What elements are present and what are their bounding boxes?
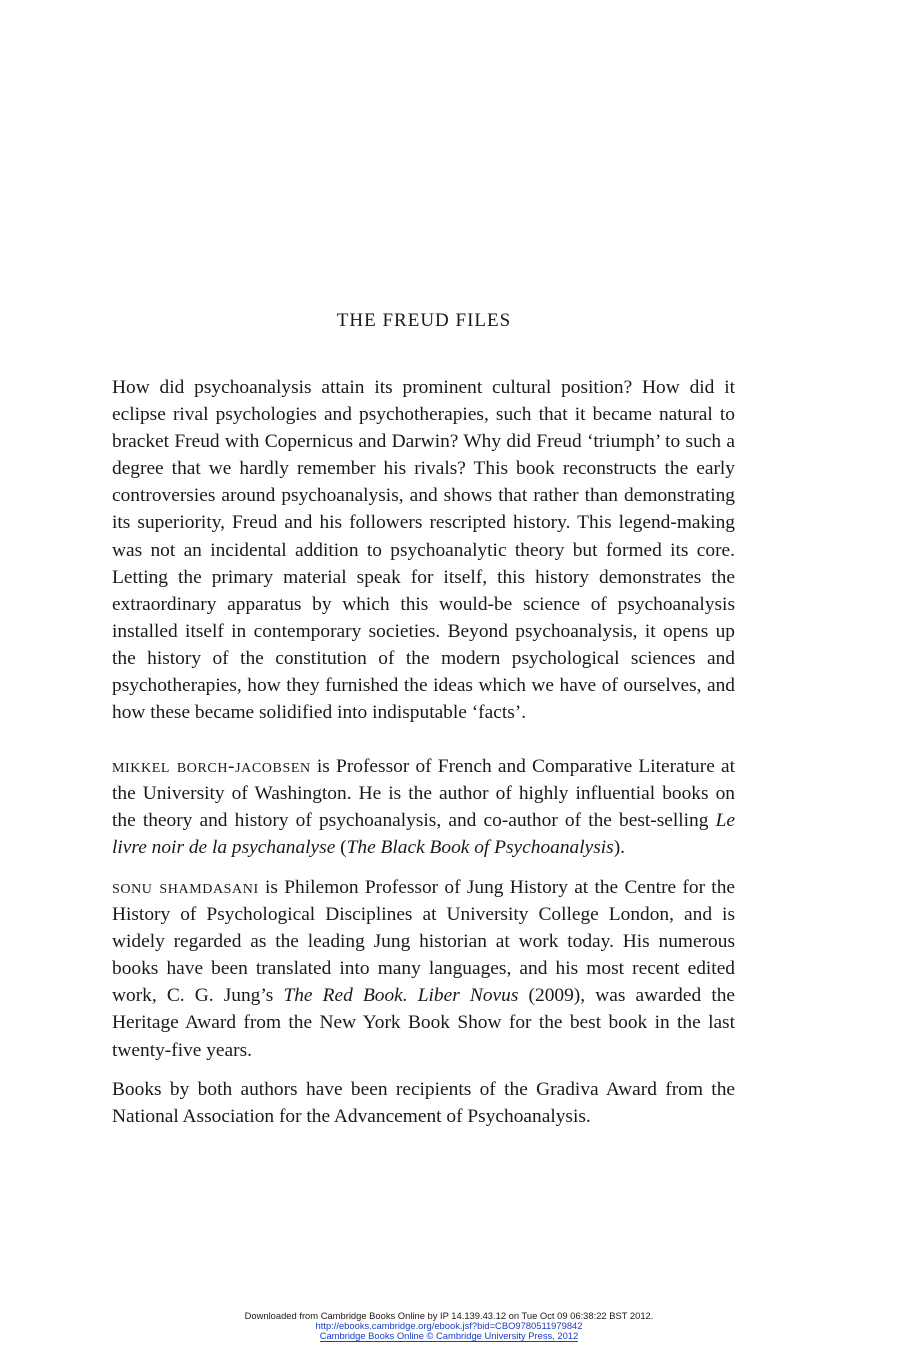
bio-text: is Professor of French and Comparative Literature at the University of Washington. He is the author of highly influential books on the theory and history of psychoanalysis, and co-author of the best-selling bbox=[112, 756, 735, 832]
book-title-french: Le livre noir de la psychanalyse bbox=[112, 810, 735, 859]
bio-text: ( bbox=[335, 837, 347, 859]
bio-text: (2009), was awarded the Heritage Award from the New York Book Show for the best book in the last twenty-five years. bbox=[112, 985, 736, 1061]
download-info: Downloaded from Cambridge Books Online by IP 14.139.43.12 on Tue Oct 09 06:38:22 BST 2012. bbox=[244, 1310, 654, 1321]
award-note: Books by both authors have been recipients of the Gradiva Award from the National Association for the Advancement of Psychoanalysis. bbox=[112, 1079, 735, 1128]
author-bio-shamdasani bbox=[112, 874, 735, 1064]
bio-text: is Philemon Professor of Jung History at the Centre for the History of Psychological Disciplines at University College London, and is widely regarded as the leading Jung historian at work today. His numerous books have been translated into many languages, and his most recent edited work, C. G. Jung’s bbox=[112, 877, 735, 1007]
author-name-borch-jacobsen: mikkel borch-jacobsen bbox=[112, 756, 311, 777]
book-title-red-book: The Red Book. Liber Novus bbox=[283, 985, 519, 1007]
author-name-shamdasani: sonu shamdasani bbox=[112, 877, 259, 898]
book-title-english: The Black Book of Psychoanalysis bbox=[346, 837, 614, 859]
copyright-notice: Cambridge Books Online © Cambridge University Press, 2012 bbox=[319, 1330, 579, 1341]
book-title: THE FREUD FILES bbox=[336, 310, 512, 331]
ebook-link[interactable]: http://ebooks.cambridge.org/ebook.jsf?bid=CBO9780511979842 bbox=[315, 1320, 583, 1331]
bio-text: ). bbox=[613, 837, 626, 859]
book-description: How did psychoanalysis attain its prominent cultural position? How did it eclipse rival psychologies and psychotherapies, such that it became natural to bracket Freud with Copernicus and Darwin? Why did Freud ‘triumph’ to such a degree that we hardly remember his rivals? This book reconstructs the early controversies around psychoanalysis, and shows that rather than demonstrating its superiority, Freud and his followers rescripted history. This legend-making was not an incidental addition to psychoanalytic theory but formed its core. Letting the primary material speak for itself, this history demonstrates the extraordinary apparatus by which this would-be science of psychoanalysis installed itself in contemporary societies. Beyond psychoanalysis, it opens up the history of the constitution of the modern psychological sciences and psychotherapies, how they furnished the ideas which we have of ourselves, and how these became solidified into indisputable ‘facts’. bbox=[112, 377, 735, 724]
author-bio-borch-jacobsen bbox=[112, 753, 735, 861]
download-footer bbox=[0, 1311, 898, 1341]
